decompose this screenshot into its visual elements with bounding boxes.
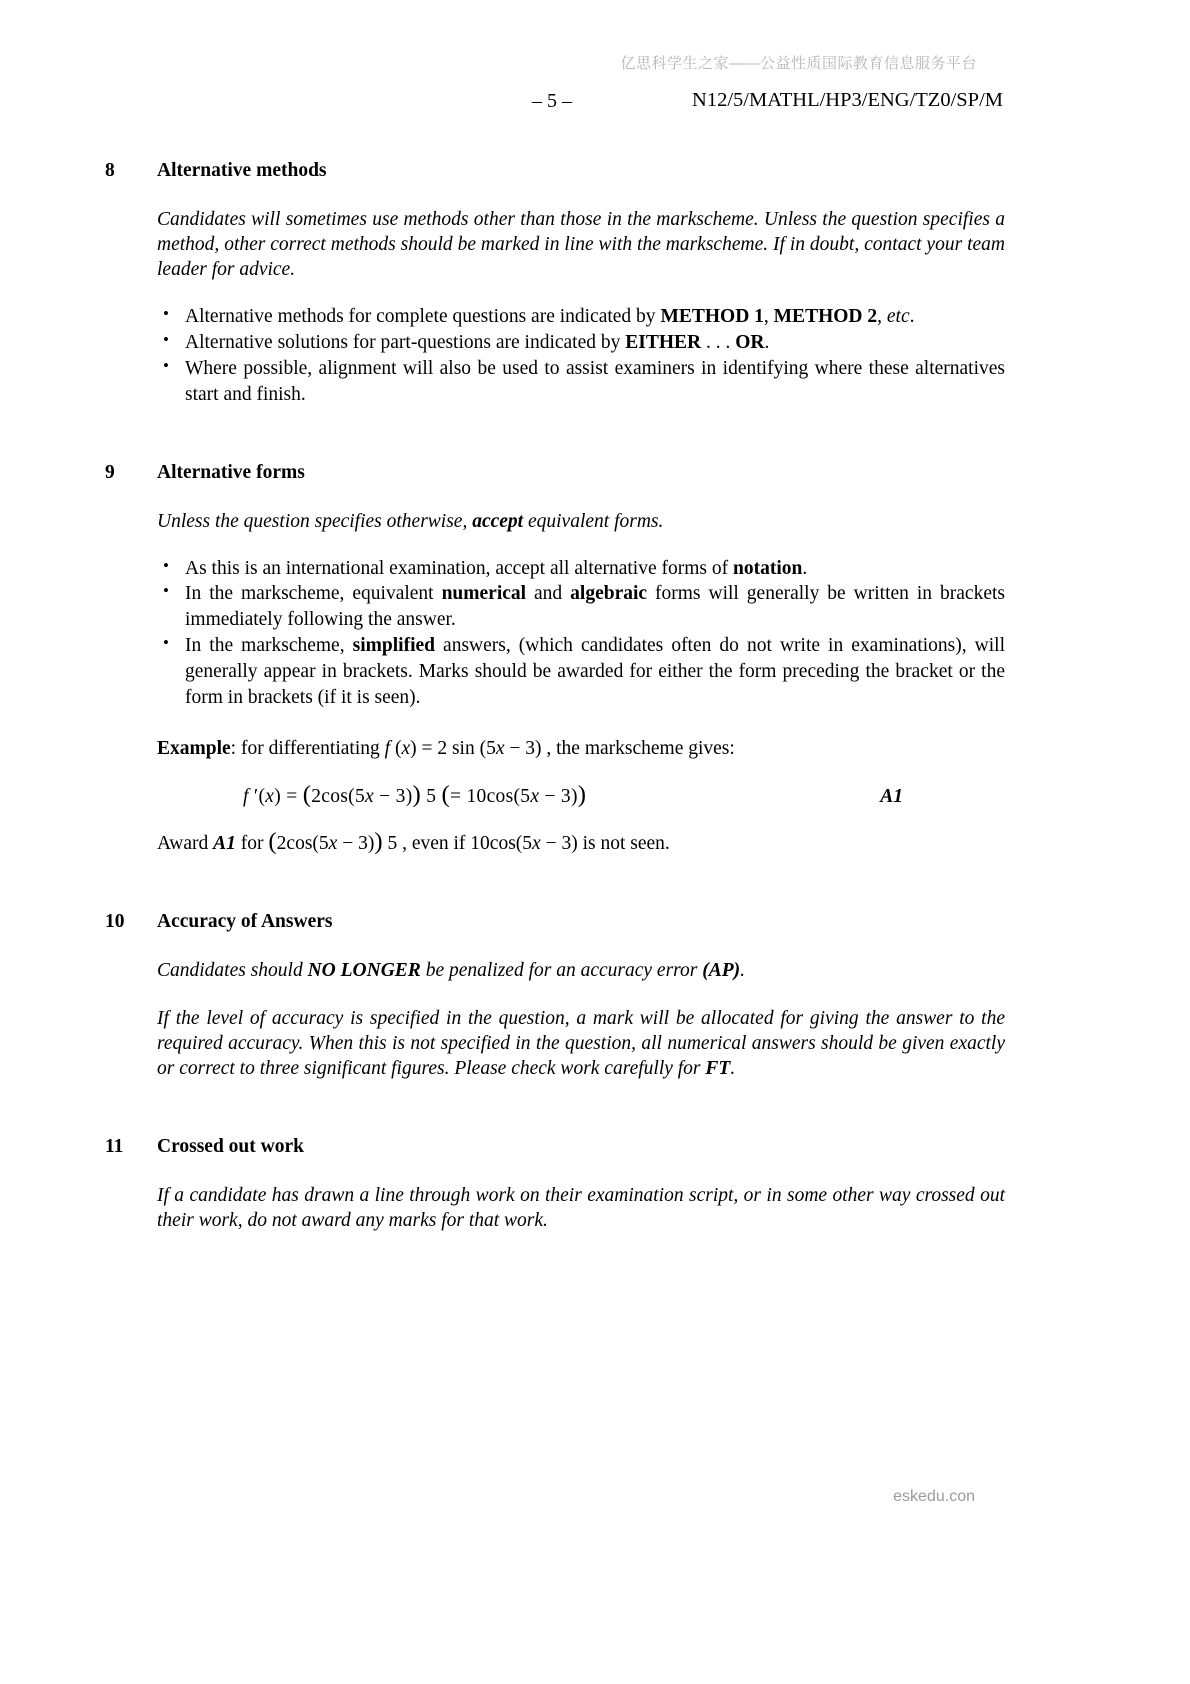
bullet-list (157, 556, 1005, 712)
page-number: – 5 – (532, 90, 572, 112)
section-heading (105, 1136, 1005, 1158)
section-9-alternative-forms (105, 462, 1005, 857)
section-body (157, 208, 1005, 408)
bullet-text: In the markscheme, simplified answers, (which candidates often do not write in examinations), will generally appear in brackets. Marks should be awarded for either the form preceding the bracket or the form in brackets (if it is seen). (185, 635, 1006, 709)
bottom-watermark: eskedu.con (893, 1488, 975, 1505)
document-code: N12/5/MATHL/HP3/ENG/TZ0/SP/M (692, 89, 1003, 111)
award-paragraph: Award A1 for (2cos(5x − 3)) 5 , even if 10cos(5x − 3) is not seen. (157, 827, 670, 855)
section-body (157, 510, 1005, 857)
section-body (157, 959, 1005, 1082)
section-number: 9 (105, 461, 115, 483)
bullet-item (157, 633, 1005, 711)
bullet-text: Alternative methods for complete questions are indicated by METHOD 1, METHOD 2, etc. (185, 305, 915, 327)
bullet-icon: • (163, 329, 169, 349)
section-title: Crossed out work (157, 1135, 304, 1157)
bullet-item (157, 356, 1005, 408)
bullet-text: Alternative solutions for part-questions are indicated by EITHER . . . OR. (185, 331, 770, 353)
section-8-alternative-methods (105, 160, 1005, 408)
section-number: 10 (105, 910, 125, 932)
bullet-icon: • (163, 555, 169, 575)
formula-row (157, 780, 1005, 808)
paragraph: If the level of accuracy is specified in the question, a mark will be allocated for giving the answer to the required accuracy. When this is not specified in the question, all numerical answers should be given exactly or correct to three significant figures. Please check work carefully for FT. (157, 1007, 1005, 1079)
section-11-crossed-out-work (105, 1136, 1005, 1234)
bullet-item (157, 581, 1005, 633)
section-10-accuracy-of-answers (105, 911, 1005, 1082)
section-title: Accuracy of Answers (157, 910, 333, 932)
section-heading (105, 462, 1005, 484)
paragraph: Candidates should NO LONGER be penalized for an accuracy error (AP). (157, 959, 746, 981)
bullet-icon: • (163, 633, 169, 653)
mark-label: A1 (880, 785, 903, 807)
bullet-text: As this is an international examination, accept all alternative forms of notation. (185, 557, 808, 579)
section-number: 11 (105, 1135, 124, 1157)
paragraph: If a candidate has drawn a line through work on their examination script, or in some other way crossed out their work, do not award any marks for that work. (157, 1184, 1005, 1231)
top-watermark: 亿思科学生之家——公益性质国际教育信息服务平台 (620, 55, 977, 72)
bullet-item (157, 304, 1005, 330)
bullet-icon: • (163, 303, 169, 323)
document-content (105, 160, 1005, 1288)
section-body (157, 1184, 1005, 1234)
example-paragraph: Example: for differentiating f (x) = 2 sin (5x − 3) , the markscheme gives: (157, 738, 735, 760)
math-formula: f ′(x) = (2cos(5x − 3)) 5 (= 10cos(5x − 3)) (243, 780, 587, 808)
paragraph: Unless the question specifies otherwise, accept equivalent forms. (157, 510, 664, 532)
section-heading (105, 911, 1005, 933)
bullet-list (157, 304, 1005, 408)
bullet-item (157, 330, 1005, 356)
section-title: Alternative forms (157, 461, 305, 483)
bullet-icon: • (163, 581, 169, 601)
bullet-text: Where possible, alignment will also be used to assist examiners in identifying where these alternatives start and finish. (185, 357, 1005, 405)
paragraph: Candidates will sometimes use methods other than those in the markscheme. Unless the question specifies a method, other correct methods should be marked in line with the markscheme. If in doubt, contact your team leader for advice. (157, 209, 1005, 280)
section-title: Alternative methods (157, 160, 327, 181)
section-heading (105, 160, 1005, 182)
bullet-text: In the markscheme, equivalent numerical and algebraic forms will generally be written in brackets immediately following the answer. (185, 583, 1005, 631)
bullet-icon: • (163, 355, 169, 375)
bullet-item (157, 556, 1005, 582)
section-number: 8 (105, 160, 115, 181)
